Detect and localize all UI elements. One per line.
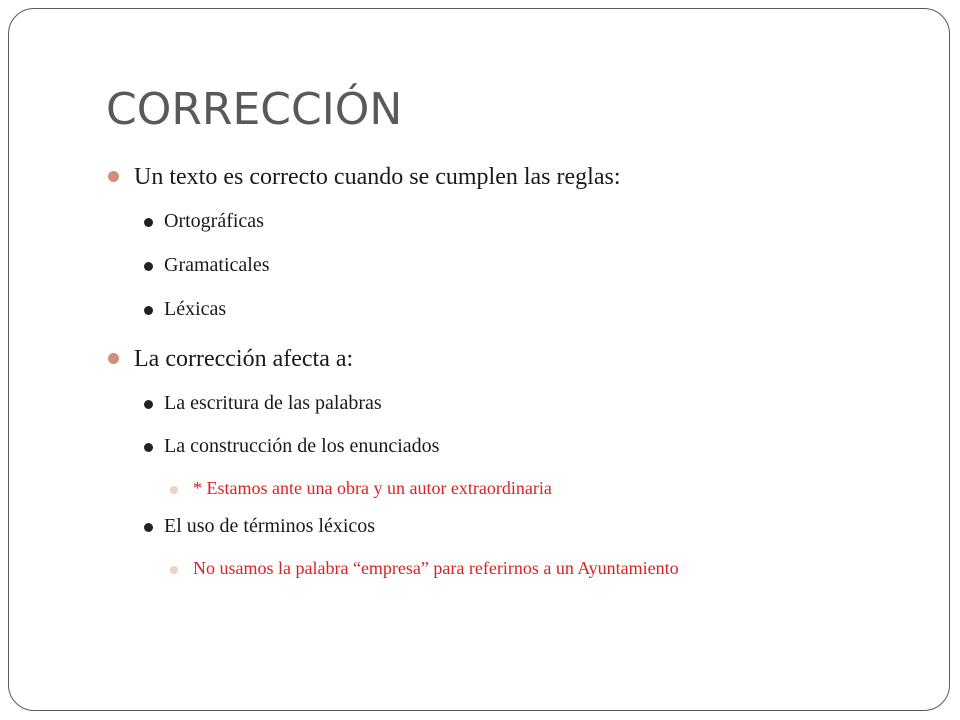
slide-title: CORRECCIÓN (106, 84, 403, 135)
bullet-text: Gramaticales (164, 254, 270, 276)
bullet-marker (170, 566, 178, 574)
bullet-marker (144, 306, 153, 315)
bullet-marker (108, 171, 119, 182)
bullet-text: La escritura de las palabras (164, 392, 382, 414)
bullet-marker (144, 523, 153, 532)
bullet-text: Ortográficas (164, 210, 264, 232)
bullet-text: La corrección afecta a: (134, 346, 354, 372)
bullet-text: Un texto es correcto cuando se cumplen las reglas: (134, 164, 621, 190)
bullet-marker (144, 400, 153, 409)
example-text: No usamos la palabra “empresa” para referirnos a un Ayuntamiento (193, 558, 679, 578)
bullet-text: La construcción de los enunciados (164, 435, 440, 457)
example-text: * Estamos ante una obra y un autor extraordinaria (193, 478, 552, 498)
bullet-marker (144, 218, 153, 227)
bullet-text: Léxicas (164, 298, 227, 320)
bullet-text: El uso de términos léxicos (164, 515, 376, 537)
bullet-marker (144, 443, 153, 452)
bullet-marker (144, 262, 153, 271)
bullet-marker (108, 353, 119, 364)
bullet-marker (170, 486, 178, 494)
